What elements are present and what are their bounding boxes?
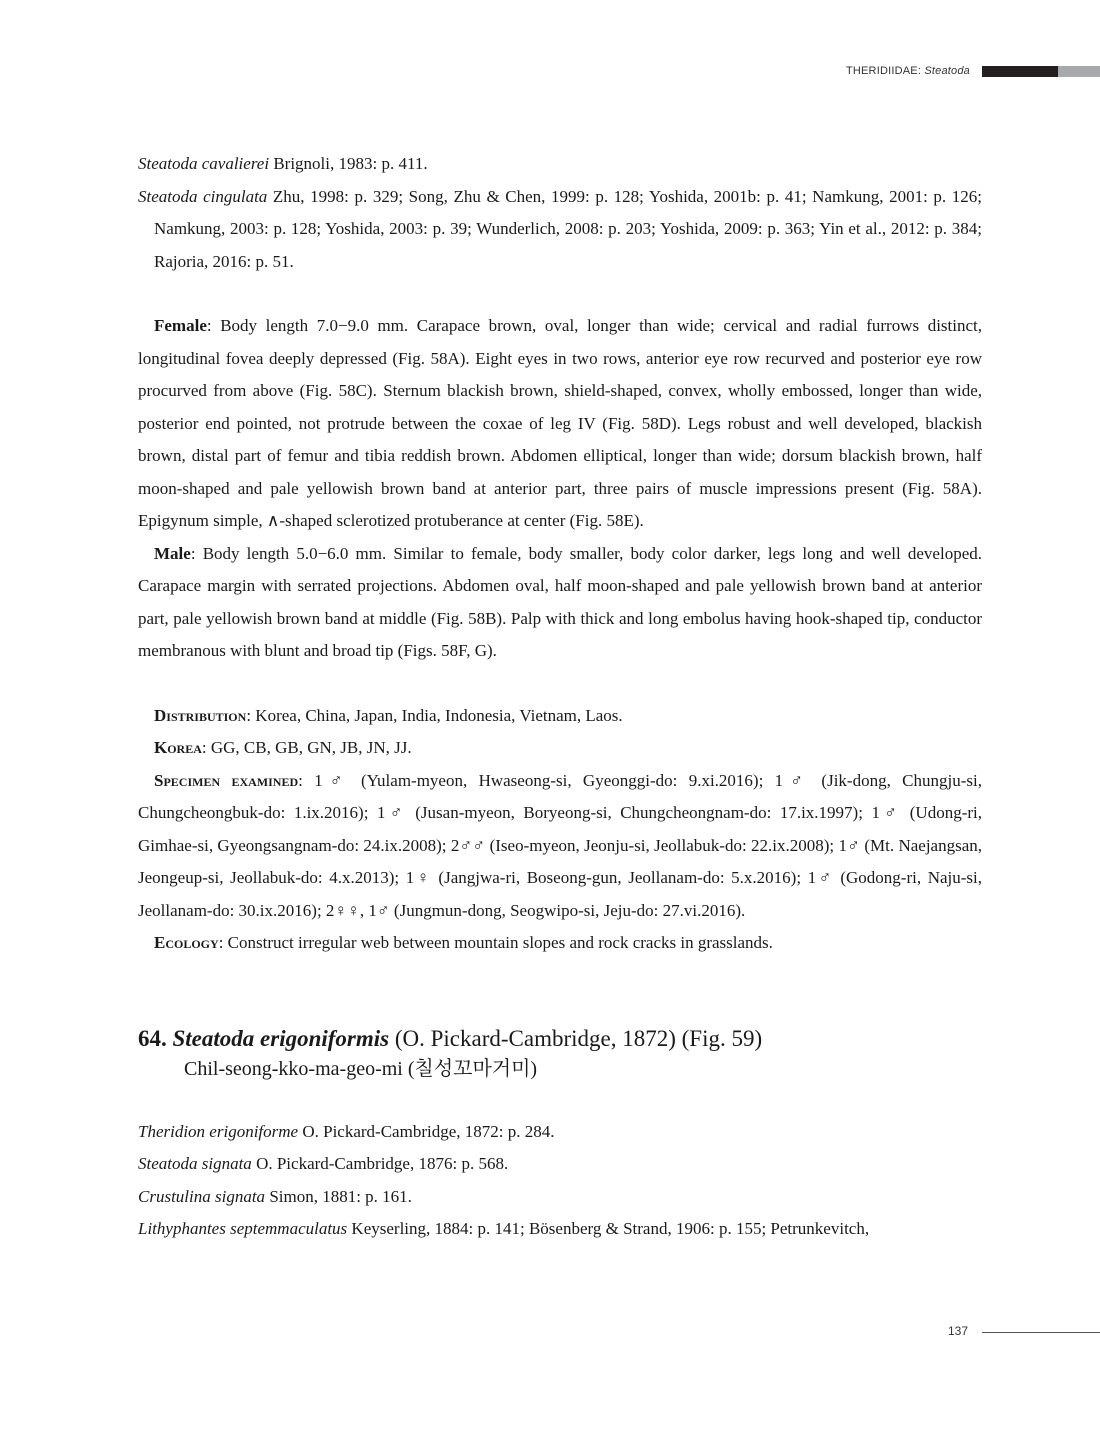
species-heading — [138, 1024, 982, 1054]
synonym-entry — [138, 1181, 982, 1214]
synonym-name: Theridion erigoniforme — [138, 1121, 299, 1141]
korea-label: Korea — [154, 738, 202, 757]
header-bar-dark — [982, 66, 1058, 77]
specimen-text: : 1♂ (Yulam-myeon, Hwaseong-si, Gyeonggi-do: 9.xi.2016); 1♂ (Jik-dong, Chungju-si, Chungcheongbuk-do: 1.ix.2016); 1♂ (Jusan-myeon, Boryeong-si, Chungcheongnam-do: 17.ix.1997); 1♂ (Udong-ri, Gimhae-si, Gyeongsangnam-do: 24.ix.2008); 2♂♂ (Iseo-myeon, Jeonju-si, Jeollabuk-do: 22.ix.2008); 1♂ (Mt. Naejangsan, Jeongeup-si, Jeollabuk-do: 4.x.2013); 1♀ (Jangjwa-ri, Boseong-gun, Jeollanam-do: 5.x.2016); 1♂ (Godong-ri, Naju-si, Jeollanam-do: 30.ix.2016); 2♀♀, 1♂ (Jungmun-dong, Seogwipo-si, Jeju-do: 27.vi.2016). — [138, 770, 982, 920]
ecology-label: Ecology — [154, 933, 219, 952]
korea-distribution — [138, 732, 982, 765]
male-text: : Body length 5.0−6.0 mm. Similar to female, body smaller, body color darker, legs long and well developed. Carapace margin with serrated projections. Abdomen oval, half moon-shaped and pale yellowish brown band at anterior part, pale yellowish brown band at middle (Fig. 58B). Palp with thick and long embolus having hook-shaped tip, conductor membranous with blunt and broad tip (Figs. 58F, G). — [138, 543, 982, 660]
ecology — [138, 927, 982, 960]
synonym-entry — [138, 148, 982, 181]
synonym-ref: Brignoli, 1983: p. 411. — [269, 154, 428, 173]
footer-rule — [982, 1332, 1100, 1333]
header-genus: Steatoda — [924, 65, 970, 77]
synonym-name: Steatoda cavalierei — [138, 154, 270, 173]
synonym-entry — [138, 1148, 982, 1181]
header-bar-grey — [1058, 66, 1100, 77]
running-header — [0, 64, 1100, 80]
species-name: Steatoda erigoniformis — [172, 1025, 390, 1051]
synonym-ref: O. Pickard-Cambridge, 1876: p. 568. — [251, 1154, 509, 1173]
page-number: 137 — [948, 1324, 969, 1338]
main-text — [138, 148, 982, 1246]
species-number: 64. — [138, 1025, 167, 1051]
female-text: : Body length 7.0−9.0 mm. Carapace brown, oval, longer than wide; cervical and radial furrows distinct, longitudinal fovea deeply depressed (Fig. 58A). Eight eyes in two rows, anterior eye row recurved and posterior eye row procurved from above (Fig. 58C). Sternum blackish brown, shield-shaped, convex, wholly embossed, longer than wide, posterior end pointed, not protrude between the coxae of leg IV (Fig. 58D). Legs robust and well developed, blackish brown, distal part of femur and tibia reddish brown. Abdomen elliptical, longer than wide; dorsum blackish brown, half moon-shaped and pale yellowish brown band at anterior part, three pairs of muscle impressions present (Fig. 58A). Epigynum simple, ∧-shaped sclerotized protuberance at center (Fig. 58E). — [138, 316, 982, 530]
synonym-name: Lithyphantes septemmaculatus — [138, 1219, 348, 1238]
synonym-ref: O. Pickard-Cambridge, 1872: p. 284. — [298, 1121, 555, 1141]
distribution-text: : Korea, China, Japan, India, Indonesia, Vietnam, Laos. — [246, 705, 623, 725]
species-authority: (O. Pickard-Cambridge, 1872) (Fig. 59) — [389, 1025, 763, 1051]
distribution-label: Distribution — [154, 705, 247, 725]
female-label: Female — [154, 316, 207, 335]
male-description — [138, 538, 982, 668]
synonym-entry — [138, 1213, 982, 1246]
synonym-name: Steatoda cingulata — [138, 186, 268, 206]
synonym-ref: Zhu, 1998: p. 329; Song, Zhu & Chen, 1999: p. 128; Yoshida, 2001b: p. 41; Namkung, 2001: p. 126; Namkung, 2003: p. 128; Yoshida, 2003: p. 39; Wunderlich, 2008: p. 203; Yoshida, 2009: p. 363; Yin et al., 2012: p. 384; Rajoria, 2016: p. 51. — [154, 186, 982, 271]
running-header-text — [846, 65, 970, 77]
header-family: THERIDIIDAE: — [845, 65, 922, 77]
synonym-entry — [138, 1116, 982, 1149]
synonym-entry — [138, 181, 982, 279]
korea-text: : GG, CB, GB, GN, JB, JN, JJ. — [201, 738, 412, 757]
synonym-name: Steatoda signata — [138, 1154, 252, 1173]
distribution — [138, 700, 982, 733]
specimen-examined — [138, 765, 982, 928]
synonym-name: Crustulina signata — [138, 1186, 266, 1206]
specimen-label: Specimen examined — [154, 770, 299, 790]
synonym-ref: Keyserling, 1884: p. 141; Bösenberg & Strand, 1906: p. 155; Petrunkevitch, — [347, 1219, 870, 1238]
female-description — [138, 310, 982, 538]
male-label: Male — [154, 543, 191, 563]
synonym-ref: Simon, 1881: p. 161. — [265, 1186, 412, 1206]
ecology-text: : Construct irregular web between mountain slopes and rock cracks in grasslands. — [218, 933, 773, 952]
species-common-name: Chil-seong-kko-ma-geo-mi (칠성꼬마거미) — [184, 1057, 538, 1080]
